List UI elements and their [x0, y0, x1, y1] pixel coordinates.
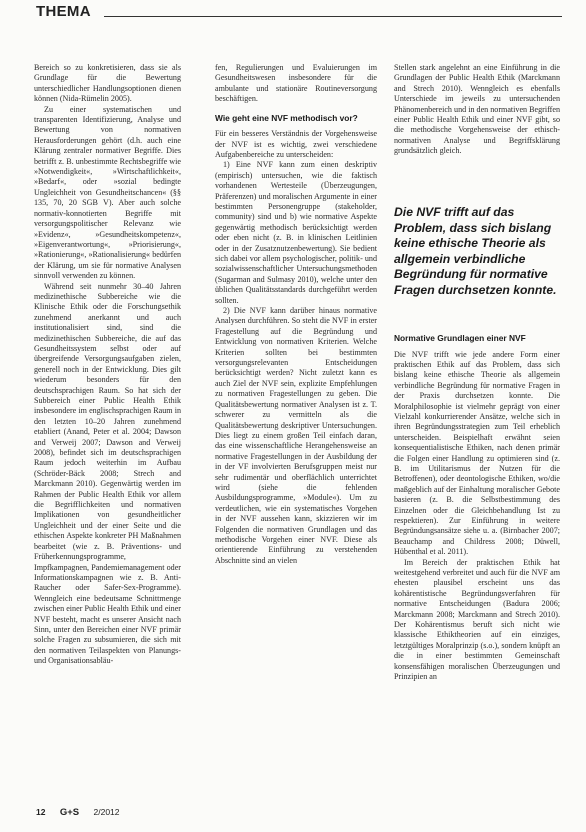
subheading: Wie geht eine NVF methodisch vor?	[215, 112, 358, 123]
paragraph: fen, Regulierungen und Evaluierungen im Gesundheitswesen insbesondere für die ambulante und stationäre Routineversorgung beschäftigen.	[215, 63, 377, 104]
subheading: Normative Grundlagen einer NVF	[394, 333, 526, 343]
section-title: THEMA	[36, 3, 91, 20]
paragraph: Im Bereich der praktischen Ethik hat weitestgehend verbreitet und auch für die NVF am ehesten plausibel erscheint uns das kohärentistische Begründungsverfahren für normative Entscheidungen (Badura 2006; Marckmann 2008; Marckmann and Strech 2010). Der Kohärentismus beruft sich nicht wie klassische Ethiktheorien auf ein einziges, letztgültiges Moralprinzip (s.o.), sondern knüpft an die in einer bestimmten Gemeinschaft konsensfähigen moralischen Überzeugungen und Prinzipien an	[394, 557, 560, 682]
paragraph: Stellen stark angelehnt an eine Einführung in die Grundlagen der Public Health Ethik (Marckmann and Strech 2010). Wenngleich es ebenfalls Unterschiede im jeweils zu untersuchenden Phänomenbereich und in den normativen Begriffen einer Public Health Ethik und einer NVF gibt, so die methodische Vorgehensweise der ethisch-normativen Analyse und Begriffsklärung grundsätzlich gleich.	[394, 63, 560, 156]
header-rule	[104, 16, 562, 17]
paragraph: Während seit nunmehr 30–40 Jahren medizinethische Subbereiche wie die Klinische Ethik oder die Forschungsethik zunehmend anerkannt und auch institutionalisiert sind, sind die medizinethischen Subbereiche, die auf das Gesundheitssystem selbst oder auf übergreifende Versorgungsaufgaben zielen, generell noch in der Entwicklung. Dies gilt wiederum besonders für den deutschsprachigen Raum. So hat sich der Subbereich einer Public Health Ethik insbesondere im englischsprachigen Raum in den letzten 10–20 Jahren zunehmend etabliert (Anand, Peter et al. 2004; Dawson and Verweij 2007; Dawson and Verweij 2008), befindet sich im deutschsprachigen Raum jedoch weiterhin im Aufbau (Schröder-Bäck 2008; Strech and Marckmann 2010). Gegenwärtig werden im Rahmen der Public Health Ethik vor allem die Begrifflichkeiten und normativen Implikationen von gesundheitlicher Ungleichheit und der einer Seite und die ethischen Aspekte konkreter PH Maßnahmen bearbeitet (wie z. B. Präventions- und Früherkennungsprogramme, Impfkampagnen, Pandemiemanagement oder Informationskampagnen wie z. B. Anti-Raucher oder Safer-Sex-Programme). Wenngleich eine bedeutsame Schnittmenge zwischen einer Public Health Ethik und einer NVF besteht, macht es unserer Ansicht nach Sinn, unter den Bereichen einer NVF primär solche Fragen zu subsumieren, die sich mit den normativen Teilaspekten von Planungs- und Organisationsabläu-	[34, 281, 181, 666]
paragraph: Bereich so zu konkretisieren, dass sie als Grundlage für die Bewertung unterschiedlicher Handlungsoptionen dienen können (Nida-Rümelin 2005).	[34, 63, 181, 104]
column-1	[34, 63, 181, 808]
paragraph: Für ein besseres Verständnis der Vorgehensweise der NVF ist es wichtig, zwei verschiedene Aufgabenbereiche zu unterscheiden:	[215, 129, 377, 159]
column-3-top	[394, 63, 560, 189]
journal-name: G+S	[59, 807, 80, 818]
issue-number: 2/2012	[93, 807, 120, 817]
column-3	[394, 333, 560, 808]
numbered-paragraph: 1) Eine NVF kann zum einen deskriptiv (empirisch) untersuchen, wie die faktisch vorhandenen Wertesteile (Überzeugungen, Präferenzen) und moralischen Argumente in einer bestimmten Personengruppe (stakeholder, community) sind und b) wie normative Aspekte gegenwärtig methodisch berücksichtigt werden oder eben nicht (z. B. in klinischen Leitlinien oder in der Zusatznutzenbewertung). Sie bedient sich dabei vor allem psychologischer, politik- und sozialwissenschaftlicher Untersuchungsmethoden (Sugarman and Sulmasy 2010), welche unter den üblichen Qualitätsstandards durchgeführt werden sollten.	[215, 160, 377, 305]
numbered-paragraph: 2) Die NVF kann darüber hinaus normative Analysen durchführen. So steht die NVF in erster Fragestellung auf die Begründung und Entwicklung von normativen Kriterien. Welche Kriterien sollten bei bestimmten versorgungsrelevanten Entscheidungen berücksichtigt werden? Nicht zuletzt kann es auch Ziel der NVF sein, explizite Empfehlungen zu normativen Fragestellungen zu geben. Die Qualitätsbewertung normativer Analysen ist z. T. schwerer zu vermitteln als die Qualitätsbewertung deskriptiver Untersuchungen. Dies liegt zu einem großen Teil einfach daran, das eine wissenschaftliche Herangehensweise an normative Fragestellungen in der Ausbildung der in der VF involvierten Berufsgruppen meist nur sehr rudimentär und oberflächlich unterrichtet wird (siehe die fehlenden Ausbildungsprogramme, »Module«). Um zu verdeutlichen, wie ein systematisches Vorgehen in der NVF aussehen kann, skizzieren wir im Folgenden die normativen Grundlagen und das methodische Vorgehen einer NVF. Diese als orientierende Einführung zu verstehenden Abschnitte sind an vielen	[215, 306, 377, 565]
paragraph: Zu einer systematischen und transparenten Identifizierung, Analyse und Bewertung von normativen Herausforderungen gehört (d.h. auch eine Klärung zentraler normativer Begriffe. Dies betrifft z. B. unbestimmte Rechtsbegriffe wie »Notwendigkeit«, »Wirtschaftlichkeit«, »Bedarf«, oder »sozial bedingte Ungleichheit von Gesundheitschancen« (§§ 135, 70, 20 SGB V). Aber auch solche normativ-konnotierten Begriffe mit versorgungspolitischer Relevanz wie »Evidenz«, »Gesundheitskompetenz«, »Eigenverantwortung«, »Priorisierung«, »Rationierung«, »Rationalisierung« bedürfen der Klärung, um sie für normative Analysen sinnvoll verwenden zu können.	[34, 104, 181, 281]
paragraph: Die NVF trifft wie jede andere Form einer praktischen Ethik auf das Problem, dass sich bislang keine ethische Theorie als allgemein verbindliche Begründung für normative Fragen in der Praxis durchsetzen konnte. Die Moralphilosophie ist vielmehr geprägt von einer Vielzahl konkurrierender Ansätze, welche sich in ihren Begründungsstrategien zum Teil erheblich unterscheiden. Beispielhaft erwähnt seien konsequentialistische Ethiken, nach denen primär die Folgen einer Handlung zu optimieren sind (z. B. im Utilitarismus der Nutzen für die Betroffenen), oder deontologische Ethiken, wo/die maßgeblich auf der Einhaltung moralischer Gebote basieren (z. B. die Selbstbestimmung des Einzelnen oder die Gleichbehandlung Ist zu respektieren). Zur Einführung in weitere Begründungsansätze siehe u. a. (Birnbacher 2007; Beauchamp and Childress 2008; Düwell, Hübenthal et al. 2011).	[394, 349, 560, 557]
footer	[36, 807, 132, 818]
page-number: 12	[36, 807, 46, 817]
pull-quote: Die NVF trifft auf das Problem, dass sich bislang keine ethische Theorie als allgemein verbindliche Begründung für normative Fragen durchsetzen konnte.	[394, 205, 557, 297]
column-2	[215, 63, 377, 808]
